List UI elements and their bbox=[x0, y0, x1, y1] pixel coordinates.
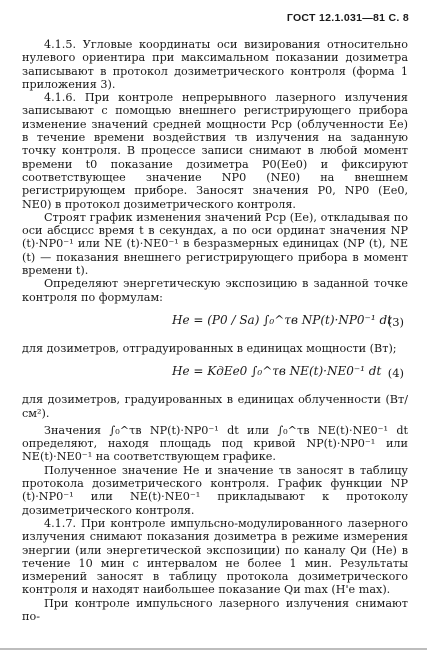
paragraph-graph: Строят график изменения значений Pср (Eе), откладывая по оси абсцисс время t в секундах, а по оси ординат значения NP (t)·NP0⁻¹ или NE (t)·NE0⁻¹ в безразмерных единицах (NP (t), NE (t) — показания внешнего регистрирующего прибора в момент времени t). bbox=[22, 210, 408, 278]
paragraph-4-1-5: 4.1.5. Угловые координаты оси визирования относительно нулевого ориентира при максимальном показании дозиметра записывают в протокол дозиметрического контроля (форма 1 приложения 3). bbox=[22, 38, 408, 91]
paragraph-integral-values: Значения ∫₀^τв NP(t)·NP0⁻¹ dt или ∫₀^τв NE(t)·NE0⁻¹ dt определяют, находя площадь под кривой NP(t)·NP0⁻¹ или NE(t)·NE0⁻¹ на соответствующем графике. bbox=[22, 423, 408, 464]
paragraph-formula-intro: Определяют энергетическую экспозицию в заданной точке контроля по формулам: bbox=[22, 277, 408, 304]
document-body bbox=[22, 38, 408, 623]
paragraph-power-dosimeters: для дозиметров, отградуированных в единицах мощности (Вт); bbox=[22, 341, 397, 355]
paragraph-4-1-7: 4.1.7. При контроле импульсно-модулированного лазерного излучения снимают показания дозиметра в режиме измерения энергии (или энергетической экспозиции) по каналу Qи (Hе) в течение 10 мин с интервалом не более 1 мин. Результаты измерений заносят в таблицу протокола дозиметрического контроля и находят наибольшее показание Qи max (H'e max). bbox=[22, 516, 408, 597]
formula-3-expression: Hе = (P0 / Sа) ∫₀^τв NP(t)·NP0⁻¹ dt bbox=[172, 312, 392, 327]
paragraph-pulsed: При контроле импульсного лазерного излучения снимают по- bbox=[22, 596, 408, 623]
formula-4-expression: He = KдEe0 ∫₀^τв NE(t)·NE0⁻¹ dt bbox=[172, 364, 382, 379]
formula-3-number: (3) bbox=[387, 314, 404, 329]
formula-3 bbox=[22, 308, 408, 338]
paragraph-result-entry: Полученное значение He и значение τв заносят в таблицу протокола дозиметрического контроля. График функции NP (t)·NP0⁻¹ или NE(t)·NE0⁻¹ прикладывают к протоколу дозиметрического контроля. bbox=[22, 463, 408, 517]
page-header: ГОСТ 12.1.031—81 С. 8 bbox=[286, 12, 409, 24]
formula-4-number: (4) bbox=[387, 366, 404, 381]
paragraph-irradiance-dosimeters: для дозиметров, градуированных в единицах облученности (Вт/см²). bbox=[22, 393, 408, 420]
formula-4 bbox=[22, 359, 408, 389]
page-bottom-rule bbox=[0, 648, 427, 650]
paragraph-4-1-6: 4.1.6. При контроле непрерывного лазерного излучения записывают с помощью внешнего регистрирующего прибора изменение значений средней мощности Pср (облученности Eе) в течение времени воздействия τв излучения на заданную точку контроля. В процессе записи снимают в любой момент времени t0 показание дозиметра P0(Ee0) и фиксируют соответствующее значение NP0 (NE0) на внешнем регистрирующем приборе. Заносят значения P0, NP0 (Ee0, NE0) в протокол дозиметрического контроля. bbox=[22, 91, 408, 211]
